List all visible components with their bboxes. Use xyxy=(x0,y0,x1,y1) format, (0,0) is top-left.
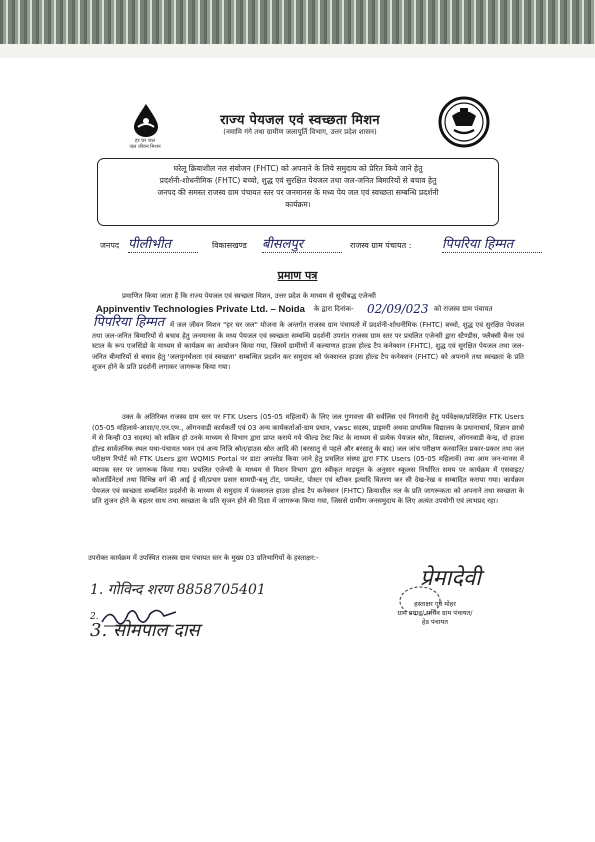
signatures-intro: उपरोक्त कार्यक्रम में उपस्थित राजस्व ग्राम पंचायत स्तर के मुख्य 03 प्रतिभागियों के हस्ताक्षर:- xyxy=(88,554,319,562)
page-title: राज्य पेयजल एवं स्वच्छता मिशन xyxy=(220,113,380,128)
participant-signature-2-number: 2. xyxy=(90,612,99,622)
scan-top-margin xyxy=(0,44,595,58)
stamp-line-3: हेड पंचायत xyxy=(422,618,448,626)
left-logo-caption xyxy=(112,138,178,150)
certificate-paragraph-2: उक्त के अतिरिक्त राजस्व ग्राम स्तर पर FTK Users (05-05 महिलायें) के लिए जल गुणवत्ता की सर्वलिस एवं निगरानी हेतु पर्यवेक्षक/प्रशिक्षित FTK Users (05-05 महिलाये-आशा/ए.एन.एम., ऑगनवाडी कार्यकर्ती एवं 03 अन्य कार्यकर्ताओं-ग्राम प्रधान, vwsc सदस्य, प्राइमरी अथवा प्राथमिक विद्यालय के प्रधानाचार्य, विज्ञान छात्रो में से किन्ही 03 सदस्य) को सक्रिय हो उनके माध्यम से विभाग द्वारा प्राप्त कराये गये फील्ड टेस्ट किट के माध्यम से प्रत्येक पेयजल स्रोत, विद्यालय, ऑगनवाडी केन्द्र, दो हाउस होल्ड सार्वजनिक स्थल यथा-पंचायत भवन एवं अन्य निजि स्रोत/हाउस स्रोत आदि की (बरसातु से पहले और बरसातु के बाद) जल जांच परीक्षण करवाजित प्रकार-प्रकार तथा जल परीक्षण रिपोर्ट को FTK Users द्वारा WQMIS Portal पर डाटा अपलोड किया जाने हेतु प्रचलित संस्था द्वारा FTK Users (05-05 महिलायें) तथा आम जन-मानस में व्यापक स्तर पर जागरूक किया गया। प्रचलित एजेन्सी के माध्यम से मिशन विभाग द्वारा स्वीकृत माडयूल के अनुसार स्कूलस निर्धारित समय पर कार्यक्रम में एसवाइट/कोआर्डिनेटर्स तथा विभिन्न वर्ग की आई ई सी/प्रचार प्रसार सामग्री-बलू टोट, पम्पलेट, पोस्टर एवं स्टीकर इत्यादि वितरण कर सी देख-रेख व सम्बादित कराया गया। कार्यक्रम पेयजल एवं स्वच्छता सम्बन्धित प्रदर्शनी के माध्यम से समुदाय में फंक्शनल हाउस होल्ड टैप कनेक्शन (FHTC) क्रियाशील नल के प्रति जागरूकता को अपनाने तथा स्वच्छता के प्रति शुजन होने के बहतर साथ तथा स्वच्छता के प्रति सृजन होने की दिशा में जागरूक किया गया, जिससे ग्रामीण जनसमुदाय के लिए अत्यंत उपयोगी एवं लाभप्रद रहा। xyxy=(92,413,524,505)
program-banner-text xyxy=(108,163,488,211)
panchayat-handwritten-name: पिपरिया हिम्मत xyxy=(93,315,165,330)
up-government-emblem-icon xyxy=(438,96,490,148)
district-value: पीलीभीत xyxy=(128,234,198,253)
district-label: जनपद xyxy=(100,241,120,250)
panchayat-value: पिपरिया हिम्मत xyxy=(442,234,542,253)
certificate-heading: प्रमाण पत्र xyxy=(277,269,318,282)
banner-line-2: प्रदर्शनी-शोधनीमिक (FHTC) बच्चो, शुद्ध एवं सुरक्षित पेयजल तथा जल-जनित बिमारियों से बचाव हेतु xyxy=(159,176,437,185)
certificate-paragraph-1b: में जल जीवन मिशन "हर घर जल" योजना के अन्तर्गत राजस्व ग्राम पंचायतो में प्रदर्शनी-शोधनीमिक (FHTC) बच्चो, शुद्ध एवं सुरक्षित पेयजल तथा जल-जनित बिमारियों से बचाव हेतु जनमानस के मध्य पेयजल एवं स्वच्छता सम्बन्धि प्रदर्शनी उपरांत राजस्व ग्राम स्तर पर प्रचलित एजेन्सी द्वारा स्टैण्डीस, फ्लैक्सी बैनर एवं स्टाल के रूप एजसिंडो के माध्यम से कार्यक्रम का आयोजन किया गया, जिसमें ग्रामीणों में कल्याणत हाउस होल्ड टैप कनेक्शन (FHTC), शुद्ध एवं सुरक्षित पेयजल तथा जल-जनित बीमारियों से बचाव हेतु 'जलपुनर्चलता एवं स्वच्छता' सम्बन्धित प्रदर्शन कर समुदाय को फंक्शनल हाउस होल्ड टैप कनेक्शन (FHTC) को अपनाने तथा स्वच्छता के प्रति शुजन होने के प्रति प्रदर्शनी लगाकर जागरूक किया गया। xyxy=(92,321,524,371)
pradhan-signature: प्रेमादेवी xyxy=(420,566,481,591)
left-logo-caption-1: हर घर जल xyxy=(135,138,155,144)
stamp-line-1: हस्ताक्षर एवं मोहर xyxy=(414,600,456,608)
participant-signature-1: 1. गोविन्द शरण 8858705401 xyxy=(90,582,266,598)
panchayat-suffix: को राजस्व ग्राम पंचायत xyxy=(434,305,493,313)
banner-line-3: जनपद की समस्त राजस्व ग्राम पंचायत स्तर पर जनमानस के मध्य पेय जल एवं स्वच्छता सम्बन्धि प्रदर्शनी xyxy=(157,188,439,197)
har-ghar-jal-logo-icon xyxy=(126,102,166,138)
stamp-caption xyxy=(380,600,490,627)
date-prefix: के द्वारा दिनांक- xyxy=(314,305,354,313)
event-date: 02/09/023 xyxy=(367,302,429,316)
block-label: विकासखण्ड xyxy=(212,241,247,250)
agency-name: Appinventiv Technologies Private Ltd. – Noida xyxy=(96,304,305,315)
certificate-paragraph-1a: प्रमाणित किया जाता है कि राज्य पेयजल एवं स्वच्छता मिशन, उत्तर प्रदेश के माध्यम से सूचीबद्ध एजेन्सी xyxy=(122,292,376,300)
stamp-line-2: ग्राम प्रधान/ सचिव ग्राम पंचायत/ xyxy=(397,609,473,617)
left-logo-caption-2: जल जीवन मिशन xyxy=(129,144,161,150)
panchayat-label: राजस्व ग्राम पंचायत : xyxy=(350,241,412,250)
banner-line-1: घरेलू क्रियाशील नल संयोजन (FHTC) को अपनाने के लिये समुदाय को प्रेरित किये जाने हेतु xyxy=(173,164,423,173)
block-value: बीसलपुर xyxy=(262,234,342,253)
participant-signature-3: 3. सोमपाल दास xyxy=(90,620,200,641)
banner-line-4: कार्यक्रम। xyxy=(285,200,311,209)
page-subtitle: (नमामि गंगे तथा ग्रामीण जलापूर्ति विभाग, उत्तर प्रदेश शासन) xyxy=(223,128,377,136)
